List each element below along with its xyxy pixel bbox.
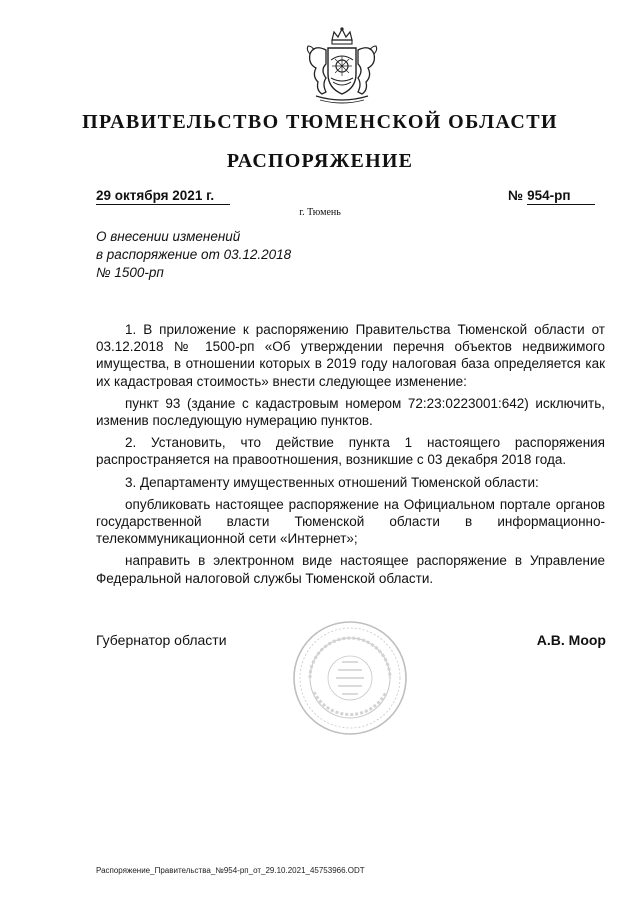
document-date: 29 октября 2021 г. xyxy=(96,188,230,205)
subject-line: в распоряжение от 03.12.2018 xyxy=(96,247,292,262)
body-paragraph: 2. Установить, что действие пункта 1 настоящего распоряжения распространяется на правоотношения, возникшие с 03 декабря 2018 года. xyxy=(96,435,605,468)
coat-of-arms-icon xyxy=(304,26,380,106)
document-number xyxy=(508,188,604,205)
number-sign: № xyxy=(508,188,524,203)
document-type: РАСПОРЯЖЕНИЕ xyxy=(226,150,414,172)
footer-filename: Распоряжение_Правительства_№954-рп_от_29.10.2021_45753966.ODT xyxy=(96,866,365,875)
government-title: ПРАВИТЕЛЬСТВО ТЮМЕНСКОЙ ОБЛАСТИ xyxy=(82,111,558,133)
body-paragraph: опубликовать настоящее распоряжение на Официальном портале органов государственной власти Тюменской области в информационно-телекоммуникационной сети «Интернет»; xyxy=(96,496,605,547)
signature-title: Губернатор области xyxy=(96,632,227,648)
document-body xyxy=(96,321,605,592)
number-value: 954-рп xyxy=(527,188,595,205)
subject-line: О внесении изменений xyxy=(96,229,241,244)
official-seal-icon xyxy=(290,618,410,738)
city-label: г. Тюмень xyxy=(299,207,341,218)
body-paragraph: 3. Департаменту имущественных отношений Тюменской области: xyxy=(125,474,539,490)
signature-name: А.В. Моор xyxy=(536,632,606,648)
body-paragraph: пункт 93 (здание с кадастровым номером 72:23:0223001:642) исключить, изменив последующую нумерацию пунктов. xyxy=(96,395,605,429)
subject-line: № 1500-рп xyxy=(96,265,164,280)
document-subject xyxy=(96,228,356,282)
body-paragraph: 1. В приложение к распоряжению Правительства Тюменской области от 03.12.2018 № 1500-рп «Об утверждении перечня объектов недвижимого имущества, в отношении которых в 2019 году налоговая база определяется как их кадастровая стоимость» внести следующее изменение: xyxy=(96,322,605,389)
body-paragraph: направить в электронном виде настоящее распоряжение в Управление Федеральной налоговой службы Тюменской области. xyxy=(96,553,605,586)
